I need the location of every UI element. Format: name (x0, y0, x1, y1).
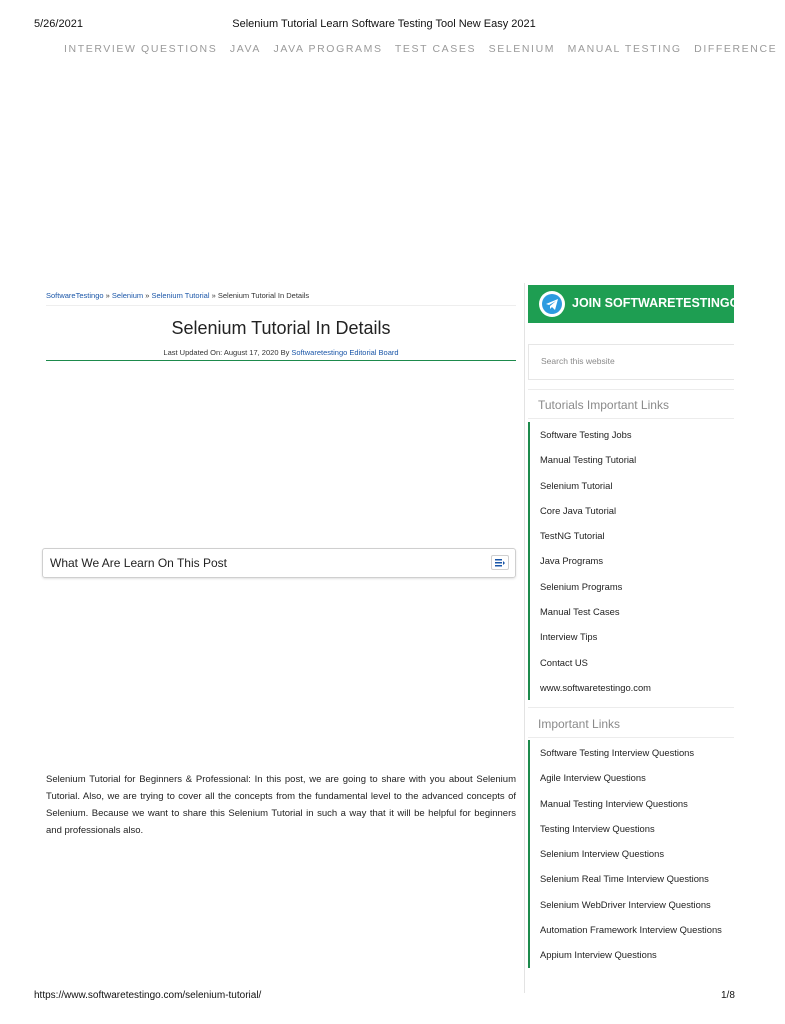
breadcrumb (46, 291, 309, 300)
page-number: 1/8 (721, 990, 735, 1001)
widget-divider (528, 737, 734, 738)
nav-item-difference[interactable]: DIFFERENCE (694, 43, 778, 55)
table-of-contents (42, 548, 516, 578)
widget-divider (528, 418, 734, 419)
tutorials-links-list (528, 422, 738, 700)
post-author-link[interactable]: Softwaretestingo Editorial Board (291, 348, 399, 357)
widget-title-important: Important Links (538, 717, 621, 731)
sidebar-link-software-testing-iq[interactable]: Software Testing Interview Questions (528, 740, 738, 765)
breadcrumb-current: Selenium Tutorial In Details (217, 291, 310, 300)
sidebar-link-selenium-real-time-iq[interactable]: Selenium Real Time Interview Questions (528, 866, 738, 891)
sidebar-divider (524, 283, 525, 993)
print-title: Selenium Tutorial Learn Software Testing Tool New Easy 2021 (232, 18, 536, 30)
nav-item-interview-questions[interactable]: INTERVIEW QUESTIONS (64, 43, 218, 55)
breadcrumb-separator: » (105, 291, 110, 300)
post-date: Last Updated On: August 17, 2020 By (163, 348, 290, 357)
search-input[interactable] (539, 355, 733, 367)
toc-title: What We Are Learn On This Post (50, 556, 227, 570)
sidebar-link-automation-framework-iq[interactable]: Automation Framework Interview Questions (528, 917, 738, 942)
sidebar-link-selenium-programs[interactable]: Selenium Programs (528, 574, 738, 599)
print-date: 5/26/2021 (34, 18, 83, 30)
sidebar-link-testng-tutorial[interactable]: TestNG Tutorial (528, 523, 738, 548)
breadcrumb-selenium-tutorial[interactable]: Selenium Tutorial (151, 291, 210, 300)
telegram-icon (538, 290, 566, 318)
search-box (528, 344, 734, 380)
sidebar-link-agile-iq[interactable]: Agile Interview Questions (528, 765, 738, 790)
nav-item-java-programs[interactable]: JAVA PROGRAMS (273, 43, 383, 55)
breadcrumb-selenium[interactable]: Selenium (111, 291, 144, 300)
sidebar-link-appium-iq[interactable]: Appium Interview Questions (528, 942, 738, 967)
breadcrumb-home[interactable]: SoftwareTestingo (46, 291, 104, 300)
nav-item-test-cases[interactable]: TEST CASES (394, 43, 477, 55)
sidebar-link-manual-testing-tutorial[interactable]: Manual Testing Tutorial (528, 447, 738, 472)
sidebar-link-manual-testing-iq[interactable]: Manual Testing Interview Questions (528, 791, 738, 816)
post-meta (46, 348, 516, 357)
top-navigation (64, 43, 785, 55)
title-divider (46, 360, 516, 361)
sidebar-link-core-java-tutorial[interactable]: Core Java Tutorial (528, 498, 738, 523)
intro-paragraph: Selenium Tutorial for Beginners & Professional: In this post, we are going to share with you about Selenium Tutorial. Also, we are trying to cover all the concepts from the fundamental level to the advanced concepts of Selenium. Because we want to share this Selenium Tutorial in such a way that it will be helpful for beginners and professionals also. (46, 774, 516, 836)
nav-item-selenium[interactable]: SELENIUM (488, 43, 556, 55)
divider (46, 305, 516, 306)
sidebar-link-manual-test-cases[interactable]: Manual Test Cases (528, 599, 738, 624)
toc-toggle-button[interactable] (491, 555, 509, 570)
join-banner[interactable] (528, 285, 740, 323)
sidebar-link-selenium-tutorial[interactable]: Selenium Tutorial (528, 473, 738, 498)
breadcrumb-separator: » (145, 291, 150, 300)
print-header (0, 0, 768, 30)
sidebar-link-contact-us[interactable]: Contact US (528, 650, 738, 675)
join-label: JOIN SOFTWARETESTINGO (572, 296, 740, 310)
page-title: Selenium Tutorial In Details (171, 318, 391, 338)
important-links-list (528, 740, 738, 968)
sidebar-link-software-testing-jobs[interactable]: Software Testing Jobs (528, 422, 738, 447)
list-icon (495, 559, 505, 567)
widget-title-tutorials: Tutorials Important Links (538, 398, 669, 412)
sidebar-link-selenium-webdriver-iq[interactable]: Selenium WebDriver Interview Questions (528, 892, 738, 917)
breadcrumb-separator: » (211, 291, 216, 300)
nav-item-java[interactable]: JAVA (229, 43, 261, 55)
widget-divider (528, 707, 734, 708)
sidebar-link-homepage[interactable]: www.softwaretestingo.com (528, 675, 738, 700)
sidebar-link-testing-iq[interactable]: Testing Interview Questions (528, 816, 738, 841)
sidebar-link-java-programs[interactable]: Java Programs (528, 548, 738, 573)
sidebar-link-selenium-iq[interactable]: Selenium Interview Questions (528, 841, 738, 866)
page-url: https://www.softwaretestingo.com/selenium-tutorial/ (34, 990, 262, 1001)
sidebar-link-interview-tips[interactable]: Interview Tips (528, 624, 738, 649)
widget-divider (528, 389, 734, 390)
nav-item-manual-testing[interactable]: MANUAL TESTING (567, 43, 682, 55)
